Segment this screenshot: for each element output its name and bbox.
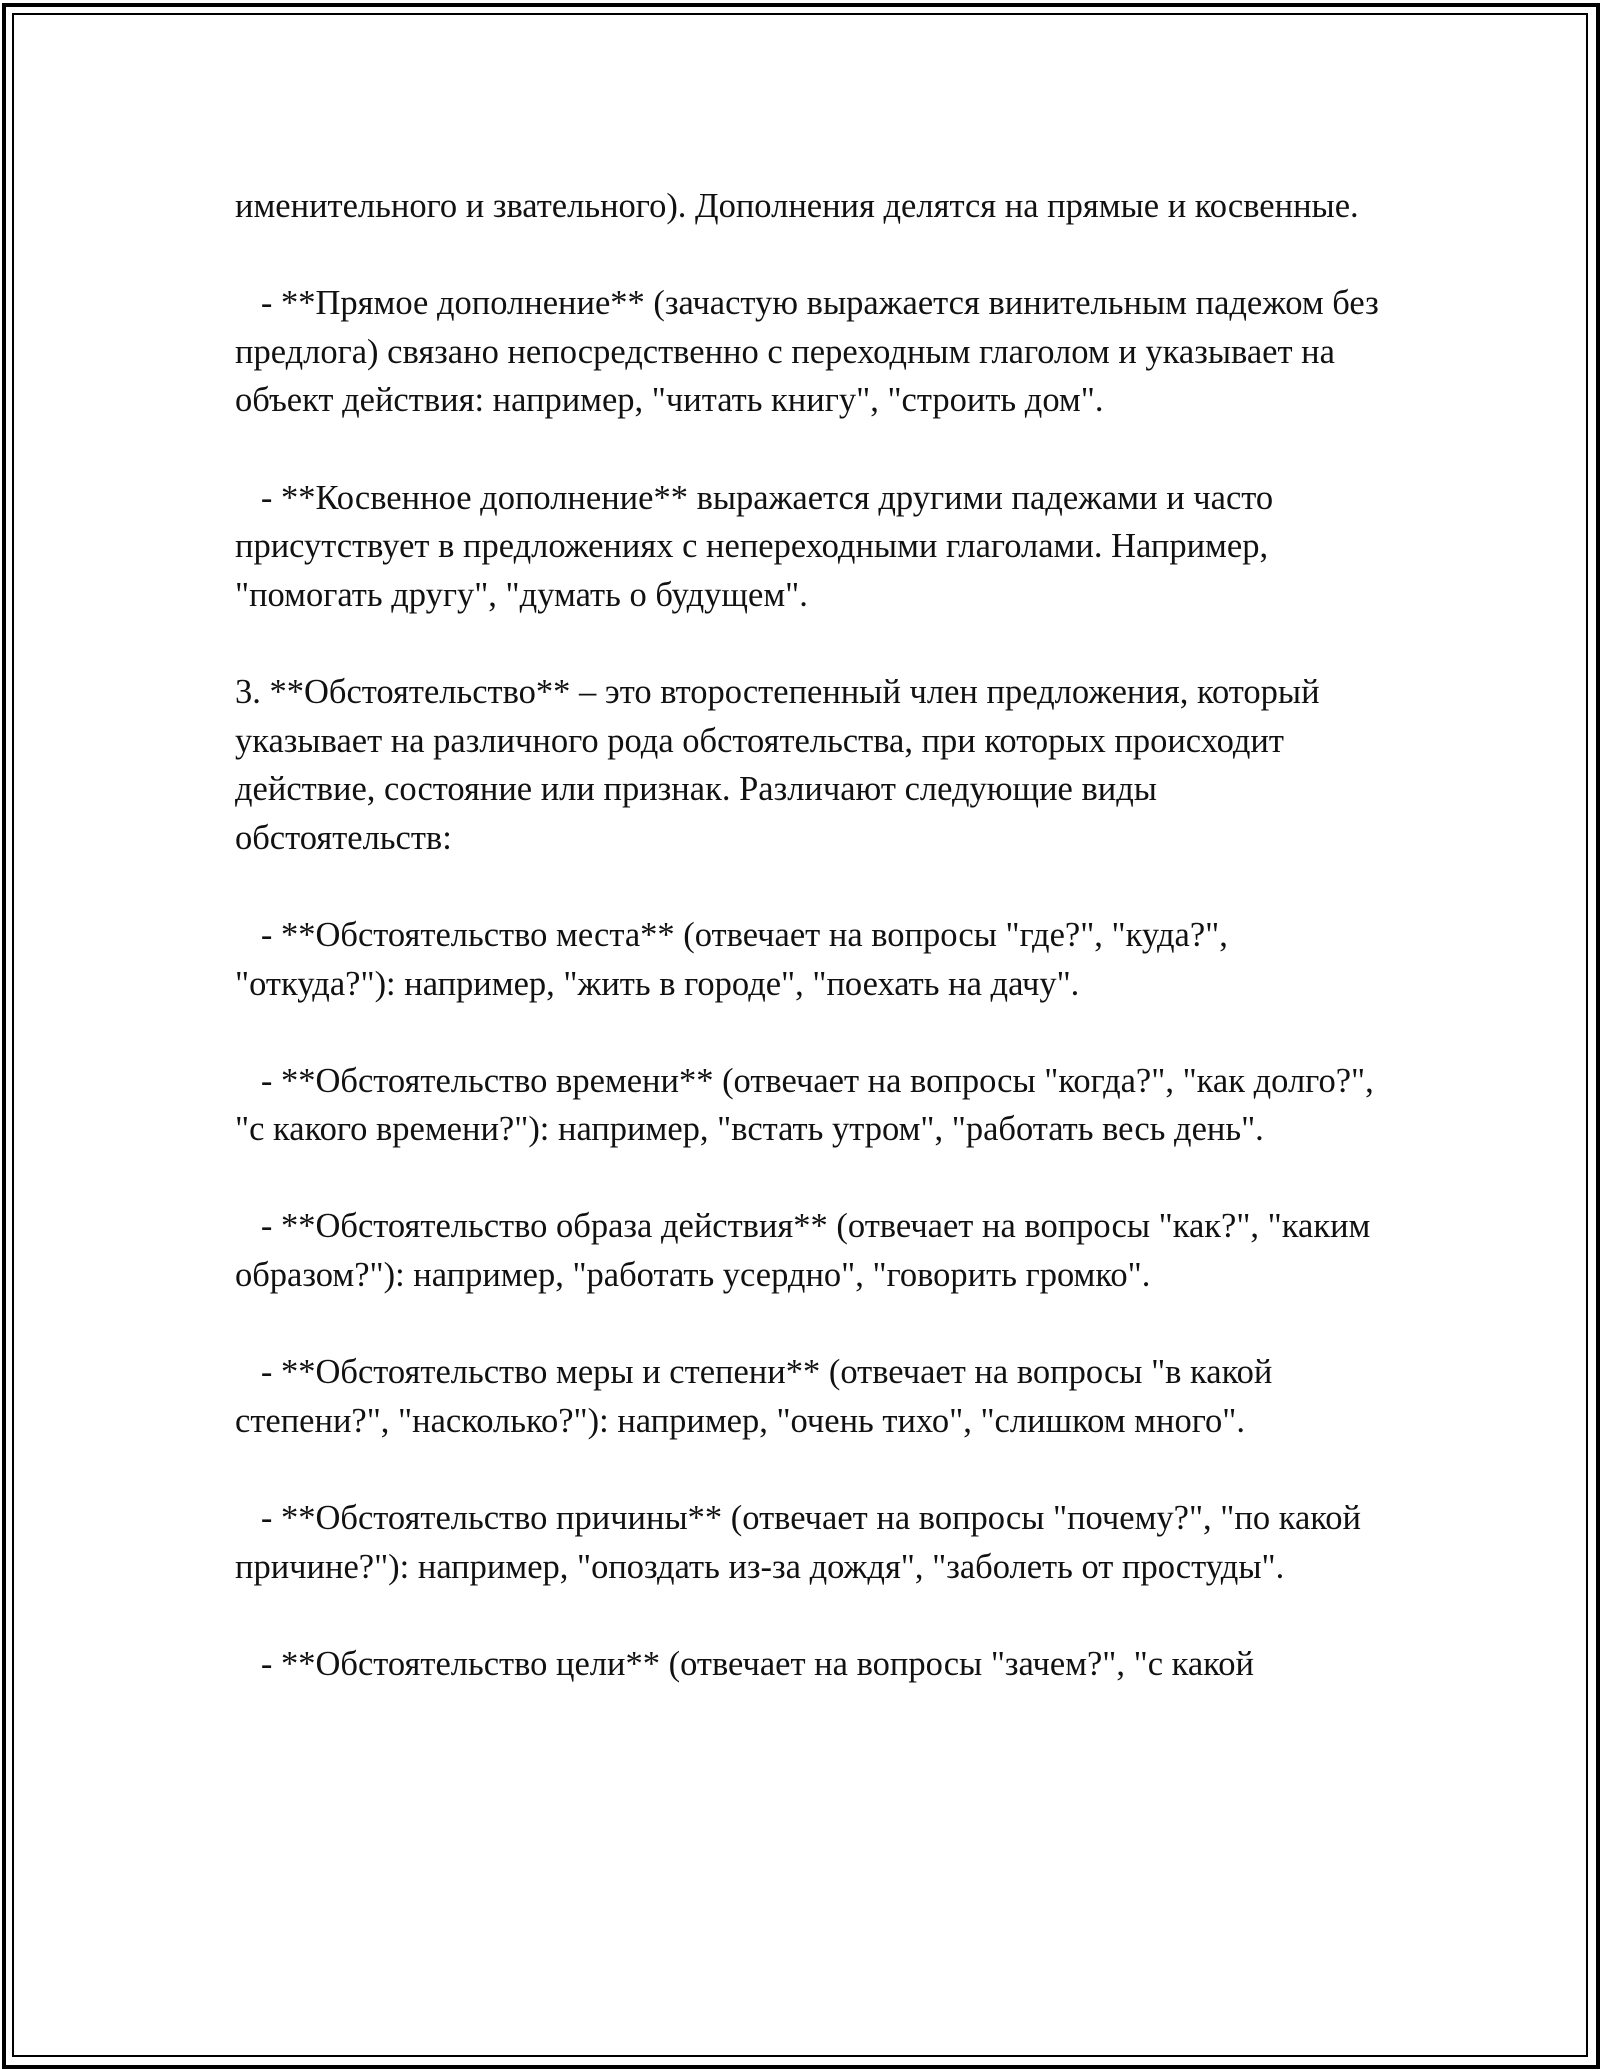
paragraph-adverbial-intro	[235, 668, 1380, 862]
paragraph-adverbial-time	[235, 1057, 1380, 1154]
list-dash: -	[235, 1353, 281, 1392]
paragraph-adverbial-place	[235, 911, 1380, 1008]
list-dash: -	[235, 1061, 281, 1100]
document-body	[235, 182, 1380, 1737]
list-dash: -	[235, 1499, 281, 1538]
paragraph-text: **Обстоятельство места** (отвечает на вопросы "где?", "куда?", "откуда?"): например, "жить в городе", "поехать на дачу".	[235, 915, 1228, 1003]
paragraph-indirect-object	[235, 474, 1380, 620]
paragraph-text: **Обстоятельство причины** (отвечает на вопросы "почему?", "по какой причине?"): например, "опоздать из-за дождя", "заболеть от простуды".	[235, 1499, 1361, 1586]
paragraph-text: **Обстоятельство образа действия** (отвечает на вопросы "как?", "каким образом?"): например, "работать усердно", "говорить громко".	[235, 1207, 1371, 1295]
paragraph-text: 3. **Обстоятельство** – это второстепенный член предложения, который указывает на различного рода обстоятельства, при которых происходит действие, состояние или признак. Различают следующие виды обстоятельств:	[235, 672, 1320, 857]
paragraph-complements-intro	[235, 182, 1380, 231]
list-dash: -	[235, 478, 281, 517]
list-dash: -	[235, 284, 281, 323]
paragraph-text: **Обстоятельство цели** (отвечает на вопросы "зачем?", "с какой	[281, 1644, 1254, 1683]
paragraph-text: именительного и звательного). Дополнения делятся на прямые и косвенные.	[235, 187, 1359, 225]
paragraph-text: **Косвенное дополнение** выражается другими падежами и часто присутствует в предложениях с непереходными глаголами. Например, "помогать другу", "думать о будущем".	[235, 478, 1274, 614]
list-dash: -	[235, 915, 281, 954]
paragraph-text: **Прямое дополнение** (зачастую выражается винительным падежом без предлога) связано непосредственно с переходным глаголом и указывает на объект действия: например, "читать книгу", "строить дом".	[235, 284, 1379, 420]
paragraph-adverbial-purpose	[235, 1640, 1380, 1689]
paragraph-adverbial-degree	[235, 1348, 1380, 1445]
list-dash: -	[235, 1644, 281, 1683]
paragraph-adverbial-cause	[235, 1494, 1380, 1591]
paragraph-direct-object	[235, 279, 1380, 425]
paragraph-text: **Обстоятельство меры и степени** (отвечает на вопросы "в какой степени?", "насколько?"): например, "очень тихо", "слишком много".	[235, 1353, 1273, 1440]
paragraph-adverbial-manner	[235, 1202, 1380, 1299]
list-dash: -	[235, 1207, 281, 1246]
paragraph-text: **Обстоятельство времени** (отвечает на вопросы "когда?", "как долго?", "с какого времени?"): например, "встать утром", "работать весь день".	[235, 1061, 1374, 1149]
